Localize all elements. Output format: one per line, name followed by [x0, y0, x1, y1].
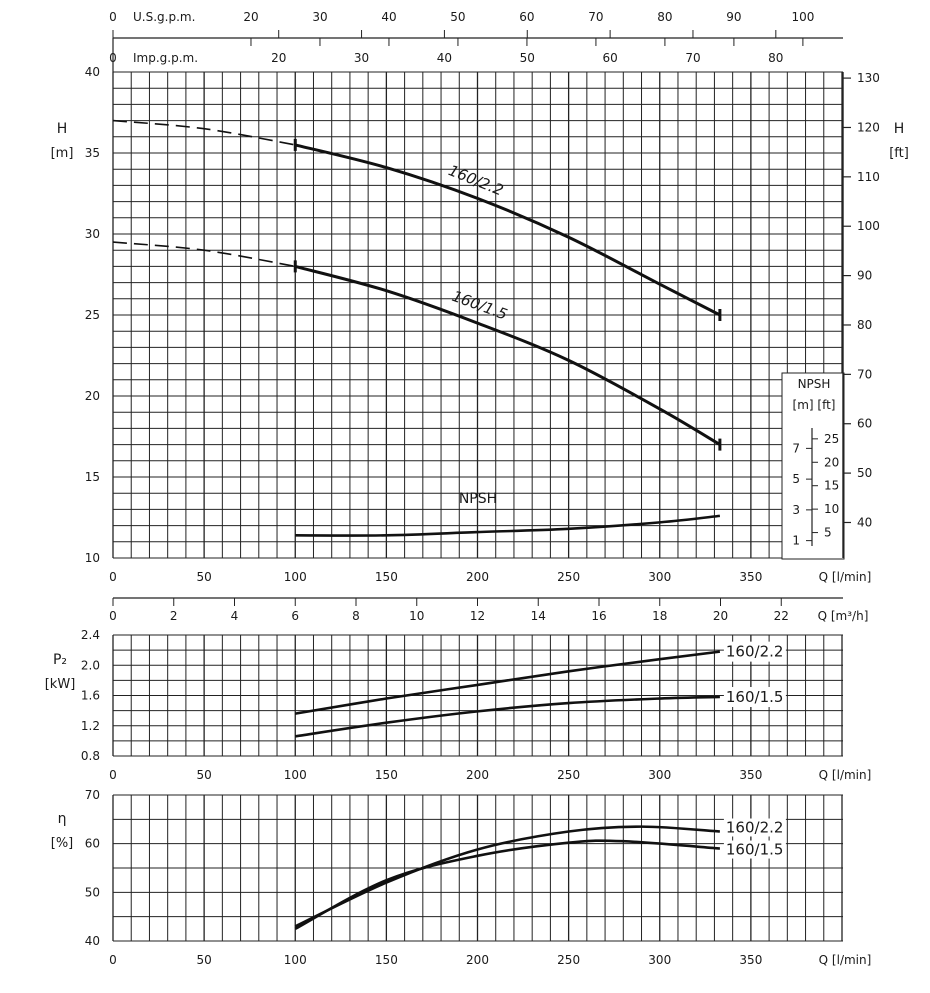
usgpm-tick-label: 50: [450, 10, 466, 24]
power-xtick-label: 300: [648, 768, 672, 782]
usgpm-tick-label: 70: [588, 10, 604, 24]
head-xtick-label: 50: [196, 570, 212, 584]
impgpm-label: Imp.g.p.m.: [133, 51, 199, 65]
head-grid: [113, 72, 843, 558]
power-xtick-label: 250: [557, 768, 581, 782]
power-xtick-label: 150: [374, 768, 398, 782]
eff-xtick-label: 350: [739, 953, 763, 967]
npsh-m-tick-label: 3: [792, 502, 800, 517]
head-ytick-label: 40: [84, 65, 100, 79]
axes-layer: [113, 30, 851, 606]
impgpm-tick-label: 20: [271, 51, 287, 65]
head-xtick-label: 250: [557, 570, 581, 584]
usgpm-tick-label: 30: [312, 10, 328, 24]
head-xtick-label: 350: [739, 570, 763, 584]
usgpm-tick-label: 0: [109, 10, 117, 24]
eff-xtick-label: 0: [109, 953, 117, 967]
m3h-unit: Q [m³/h]: [817, 609, 869, 623]
eff-curve-label: 160/1.5: [725, 840, 784, 859]
eff-ytick-label: 50: [84, 885, 100, 900]
impgpm-tick-label: 50: [519, 51, 535, 65]
m3h-tick-label: 4: [230, 609, 239, 623]
eff-xtick-label: 300: [648, 953, 672, 967]
head-yunit-right: [ft]: [889, 146, 909, 161]
impgpm-tick-label: 30: [353, 51, 370, 65]
head-right-tick-label: 100: [857, 219, 880, 234]
m3h-tick-label: 12: [469, 609, 486, 623]
power-curve-label: 160/2.2: [725, 642, 784, 661]
head-right-tick-label: 40: [857, 515, 873, 530]
npsh-inset-title: NPSH: [797, 377, 831, 391]
power-yunit: [kW]: [44, 677, 76, 692]
usgpm-tick-label: 90: [726, 10, 742, 24]
head-right-tick-label: 70: [857, 367, 873, 382]
eff-curve-label: 160/2.2: [725, 818, 784, 837]
power-ylabel: P₂: [52, 652, 68, 668]
head-curve-label: 160/2.2: [445, 161, 506, 200]
head-curve: [295, 266, 720, 444]
m3h-tick-label: 8: [352, 609, 360, 623]
npsh-ft-tick-label: 25: [824, 431, 840, 446]
power-curve-label: 160/1.5: [725, 688, 784, 707]
npsh-ft-tick-label: 5: [824, 525, 832, 540]
m3h-tick-label: 0: [109, 609, 117, 623]
power-xtick-label: 0: [109, 768, 117, 782]
usgpm-tick-label: 20: [243, 10, 259, 24]
npsh-ft-tick-label: 20: [824, 455, 840, 470]
head-xtick-label: 150: [374, 570, 398, 584]
power-ytick-label: 0.8: [80, 749, 100, 763]
eff-xtick-label: 100: [283, 953, 307, 967]
eff-xtick-label: 50: [196, 953, 212, 967]
eff-curve: [295, 827, 720, 927]
m3h-tick-label: 22: [773, 609, 789, 623]
power-xtick-label: 100: [283, 768, 307, 782]
power-ytick-label: 2.0: [80, 658, 100, 673]
head-ytick-label: 25: [84, 308, 100, 322]
npsh-curve-label: NPSH: [458, 491, 498, 507]
impgpm-tick-label: 40: [436, 51, 453, 65]
eff-xtick-label: 150: [374, 953, 398, 967]
m3h-tick-label: 2: [169, 609, 178, 623]
impgpm-tick-label: 60: [602, 51, 618, 65]
usgpm-tick-label: 80: [657, 10, 673, 24]
eff-ytick-label: 70: [84, 788, 100, 802]
eff-xtick-label: 250: [557, 953, 581, 967]
npsh-m-tick-label: 1: [792, 533, 800, 548]
usgpm-tick-label: 100: [791, 10, 815, 24]
head-right-tick-label: 50: [857, 466, 873, 481]
eff-xtick-label: 200: [466, 953, 489, 967]
eff-ytick-label: 40: [84, 934, 100, 948]
power-xtick-label: 50: [196, 768, 212, 782]
head-right-tick-label: 60: [857, 416, 873, 431]
eff-ytick-label: 60: [84, 836, 100, 851]
eff-curve: [295, 841, 720, 929]
power-ytick-label: 1.6: [80, 688, 100, 703]
head-right-tick-label: 80: [857, 317, 873, 332]
head-right-tick-label: 90: [857, 268, 873, 283]
head-xtick-label: 300: [648, 570, 672, 584]
npsh-ft-tick-label: 10: [824, 502, 840, 517]
usgpm-tick-label: 60: [519, 10, 535, 24]
m3h-tick-label: 18: [652, 609, 668, 623]
head-right-tick-label: 120: [857, 120, 880, 135]
npsh-m-tick-label: 5: [792, 472, 800, 487]
head-xunit: Q [l/min]: [818, 570, 872, 584]
npsh-ft-tick-label: 15: [824, 478, 840, 493]
head-ytick-label: 35: [84, 146, 100, 160]
head-yunit: [m]: [50, 146, 74, 161]
eff-yunit: [%]: [50, 836, 74, 851]
m3h-tick-label: 20: [712, 609, 729, 623]
power-xunit: Q [l/min]: [818, 768, 872, 782]
power-ytick-label: 1.2: [80, 718, 100, 733]
m3h-tick-label: 16: [591, 609, 607, 623]
head-right-tick-label: 110: [857, 169, 880, 184]
eff-xunit: Q [l/min]: [818, 953, 872, 967]
head-ytick-label: 20: [84, 389, 100, 403]
head-xtick-label: 200: [466, 570, 489, 584]
m3h-tick-label: 10: [409, 609, 425, 623]
npsh-inset-units: [m] [ft]: [792, 398, 836, 412]
npsh-m-tick-label: 7: [792, 441, 800, 456]
head-curve-label: 160/1.5: [449, 287, 510, 324]
head-ytick-label: 10: [84, 551, 100, 565]
m3h-tick-label: 14: [530, 609, 546, 623]
head-ylabel: H: [56, 121, 68, 137]
head-xtick-label: 100: [283, 570, 307, 584]
head-right-tick-label: 130: [857, 71, 880, 86]
text-layer: [45, 10, 909, 967]
head-ylabel-right: H: [893, 121, 905, 137]
head-ytick-label: 15: [84, 470, 100, 484]
head-ytick-label: 30: [84, 227, 100, 241]
usgpm-label: U.S.g.p.m.: [133, 10, 196, 24]
m3h-tick-label: 6: [291, 609, 300, 623]
power-ytick-label: 2.4: [80, 628, 100, 642]
eff-grid: [113, 795, 843, 941]
impgpm-tick-label: 80: [768, 51, 784, 65]
power-xtick-label: 350: [739, 768, 763, 782]
power-curve: [295, 652, 720, 714]
power-xtick-label: 200: [466, 768, 489, 782]
impgpm-tick-label: 0: [109, 51, 117, 65]
head-curve: [295, 145, 720, 315]
head-xtick-label: 0: [109, 570, 117, 584]
usgpm-tick-label: 40: [381, 10, 397, 24]
impgpm-tick-label: 70: [685, 51, 701, 65]
eff-ylabel: η: [57, 811, 67, 827]
